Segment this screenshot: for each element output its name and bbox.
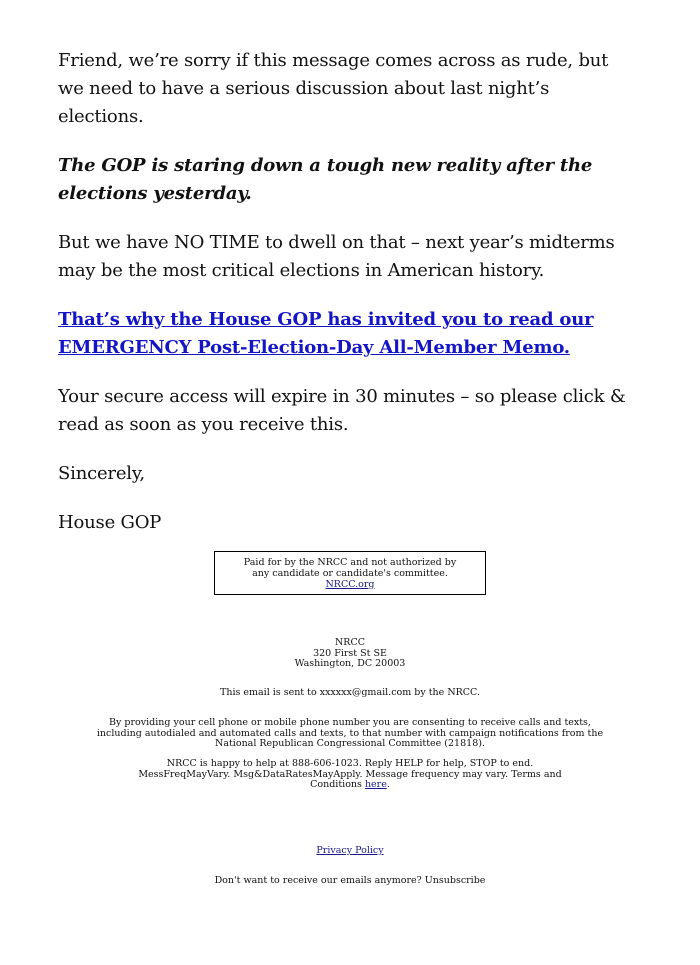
- address-line: Washington, DC 20003: [294, 658, 406, 669]
- paragraph-intro: Friend, we’re sorry if this message comes across as rude, but we need to have a serious discussion about last night’s elections.: [58, 50, 609, 127]
- nrcc-link[interactable]: NRCC.org: [325, 578, 375, 590]
- help-text-body: NRCC is happy to help at 888-606-1023. Reply HELP for help, STOP to end. MessFreqMayVary. Msg&DataRatesMayApply. Message frequency may vary. Terms and Conditions: [138, 758, 562, 790]
- disclaimer-text: Paid for by the NRCC and not authorized by any candidate or candidate's committee.: [243, 556, 457, 579]
- memo-link[interactable]: That’s why the House GOP has invited you to read our EMERGENCY Post-Election-Day All-Member Memo.: [58, 309, 594, 358]
- terms-link[interactable]: here: [364, 779, 387, 790]
- closing: Sincerely,: [58, 463, 145, 484]
- help-text: NRCC is happy to help at 888-606-1023. Reply HELP for help, STOP to end. MessFreqMayVary. Msg&DataRatesMayApply. Message frequency may vary. Terms and Conditions here.: [138, 758, 562, 790]
- paragraph-headline: The GOP is staring down a tough new reality after the elections yesterday.: [58, 155, 593, 204]
- address-line: 320 First St SE: [313, 647, 387, 659]
- paid-for-disclaimer-box: [214, 551, 486, 595]
- email-body: [58, 47, 638, 558]
- address: [90, 638, 610, 670]
- consent-text: By providing your cell phone or mobile phone number you are consenting to receive calls and texts, including autodialed and automated calls and texts, to that number with campaign notifications from the National Republican Congressional Committee (21818).: [96, 717, 604, 749]
- address-line: NRCC: [334, 637, 365, 648]
- sent-to-text: This email is sent to xxxxxx@gmail.com by the NRCC.: [219, 687, 481, 698]
- paragraph-midterms: But we have NO TIME to dwell on that – next year’s midterms may be the most critical elections in American history.: [58, 232, 615, 281]
- signature: House GOP: [58, 512, 162, 533]
- privacy-policy-link[interactable]: Privacy Policy: [316, 845, 384, 856]
- paragraph-access: Your secure access will expire in 30 minutes – so please click & read as soon as you receive this.: [58, 386, 626, 435]
- unsubscribe-text[interactable]: Don't want to receive our emails anymore? Unsubscribe: [214, 875, 486, 886]
